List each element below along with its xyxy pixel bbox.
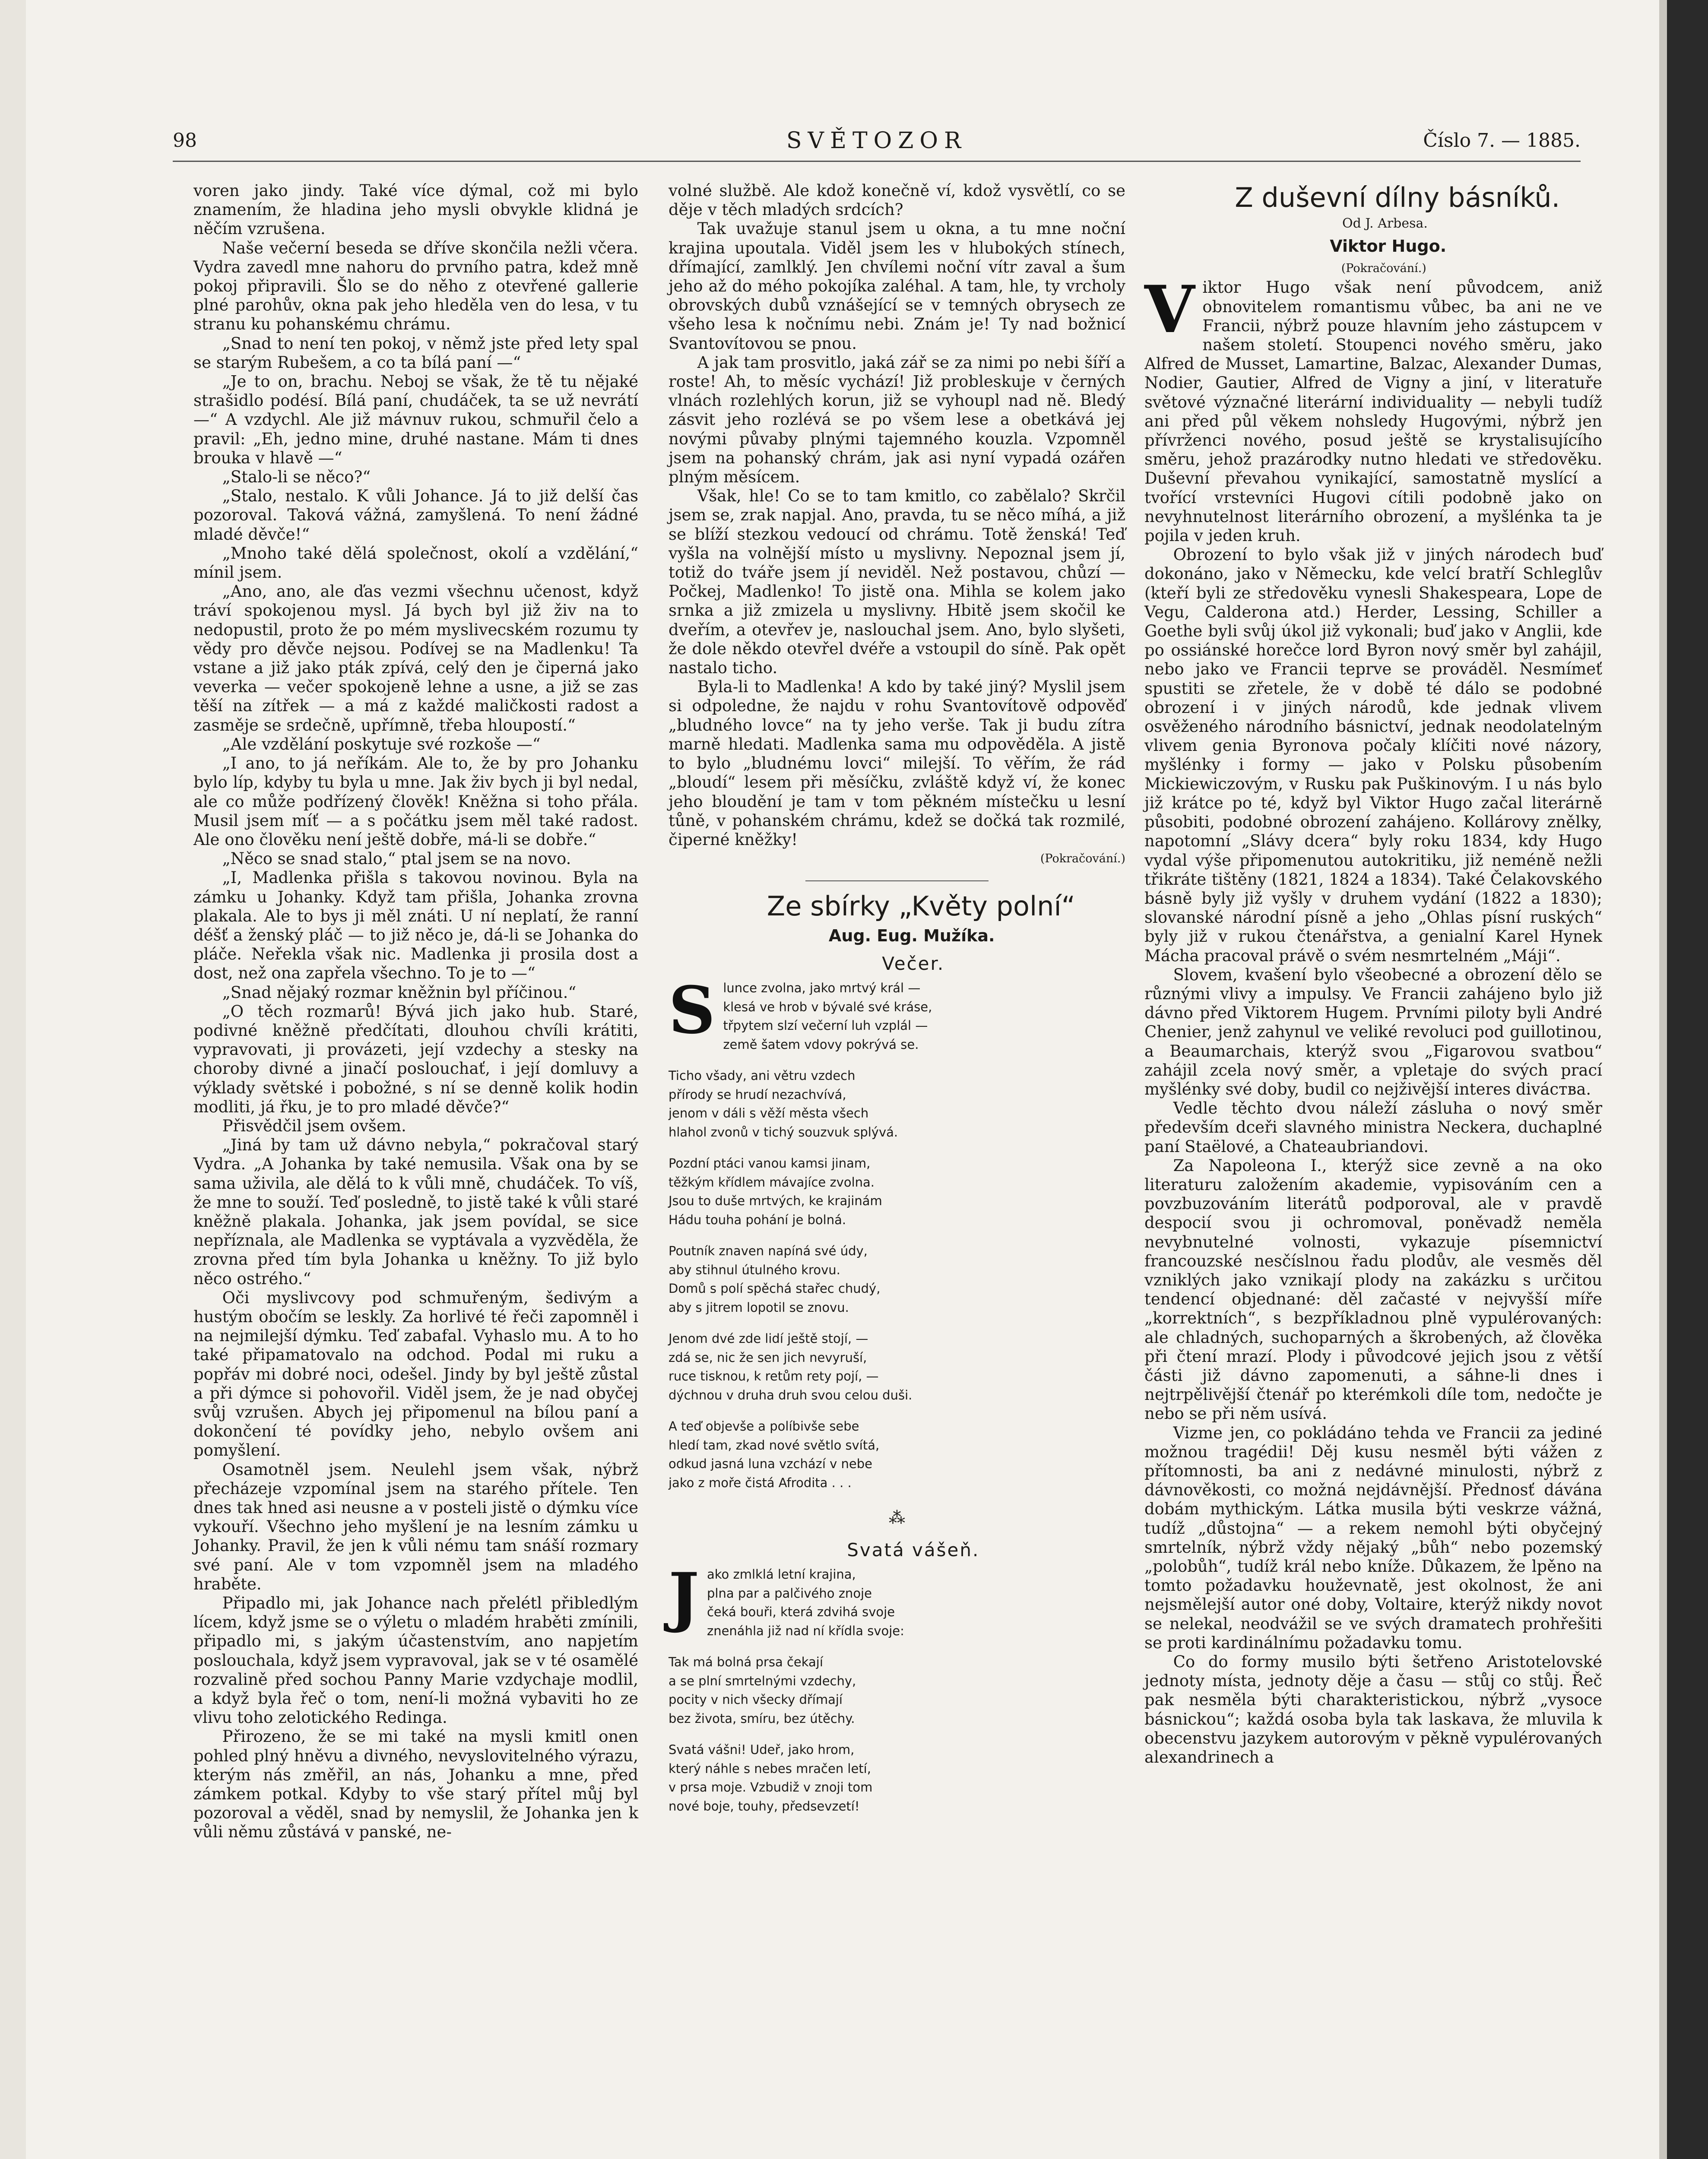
- paragraph: „Stalo, nestalo. K vůli Johance. Já to již delší čas pozoroval. Taková vážná, zamyšlená. To není žádné mladé děvče!“: [193, 487, 638, 544]
- poem-vecer: [669, 972, 1125, 1492]
- page-number: 98: [173, 130, 197, 152]
- column-3: [1144, 181, 1602, 1767]
- article-title: Z duševní dílny básníků.: [1235, 182, 1560, 213]
- page-left-margin: [0, 0, 26, 2159]
- verse-line: jenom v dáli s věží města všech: [669, 1106, 869, 1121]
- paragraph: Osamotněl jsem. Neulehl jsem však, nýbrž přecházeje vzpomínal jsem na starého přítele. Ten dnes tak hned asi neusne a v posteli jistě o dýmku více vykouří. Všechno jeho myšlení je na lesním zámku u Johanky. Pravil, že jen k vůli nému tam snáší rozmary své paní. Ale v tom vzpomněl jsem na mladého hraběte.: [193, 1460, 638, 1593]
- verse-line: Jsou to duše mrtvých, ke krajinám: [669, 1193, 882, 1209]
- continuation-note: (Pokračování.): [1341, 262, 1426, 275]
- poem-title: Večer.: [882, 953, 945, 975]
- verse-line: Pozdní ptáci vanou kamsi jinam,: [669, 1156, 871, 1171]
- verse-line: aby stihnul útulného krovu.: [669, 1262, 840, 1277]
- verse-line: klesá ve hrob v bývalé své krásе,: [723, 999, 932, 1014]
- stanza: [669, 1741, 1125, 1816]
- verse-line: lunce zvolna, jako mrtvý král —: [723, 981, 921, 996]
- article-subtitle: Viktor Hugo.: [1330, 237, 1447, 256]
- paragraph: [1144, 272, 1602, 545]
- verse-line: zdá se, nic že sen jich nevyruší,: [669, 1350, 867, 1365]
- scan-background-edge: [1667, 0, 1708, 2159]
- paragraph: volné službě. Ale kdož konečně ví, kdož vysvětlí, co se děje v těch mladých srdcích?: [669, 181, 1125, 219]
- poem-svata-vasen: [669, 1559, 1125, 1816]
- paragraph: Však, hle! Co se to tam kmitlo, co zabělalo? Skrčil jsem se, zrak napjal. Ano, pravda, tu se něco míhá, a již se blíží stezkou vedoucí od chrámu. Totě ženská! Teď vyšla na volnější místo u myslivny. Nepoznal jsem jí, totiž do tváře jsem jí neviděl. Než postavou, chůzí — Počkej, Madlenko! To jistě ona. Mihla se kolem jako srnka a již zmizela u myslivny. Hbitě jsem skočil ke dveřím, a otevřev je, naslouchal jsem. Ano, bylo slyšeti, že dole někdo otevřel dvéře a vstoupil do síně. Pak opět nastalo ticho.: [669, 487, 1125, 677]
- paragraph: A jak tam prosvitlo, jaká zář se za nimi po nebi šíří a roste! Ah, to měsíc vychází! Již probleskuje v černých vlnách rozlehlých korun, již se vyhoupl nad ně. Bledý zásvit jeho rozlévá se po všem lese a obetkává jej novými půvaby plnými tajemného kouzla. Vzpomněl jsem na pohanský chrám, jak asi nyní vypadá ozářen plným měsícem.: [669, 353, 1125, 487]
- page-header: [173, 130, 1581, 155]
- paragraph: voren jako jindy. Také více dýmal, což mi bylo znamením, že hladina jeho mysli obvykle klidná je něčím vzrušena.: [193, 181, 638, 238]
- verse-line: odkud jasná luna vzchází v nebe: [669, 1456, 873, 1472]
- verse-line: země šatem vdovy pokrývá se.: [723, 1037, 919, 1052]
- paragraph: Za Napoleona I., kterýž sice zevně a na oko literaturu založením akademie, vypisováním cen a povzbuzováním literátů podporoval, ale v pravdě despocií svou ji ochromoval, poněvadž neměla nevybnutelné volnosti, vykazuje písemnictví francouzské nesčíslnou řadu plodův, ale vesměs děl vzniklých jako vznikají plody na zakázku s určitou tendencí objednané: děl začasté v nejvyšší míře „korrektních“, s bezpříkladnou plně vypulérovaných: ale chladných, suchoparných a škrobených, až člověka při čtení mrazí. Plody i původcové jejich jsou z větší části již dávno zapomenuti, a sáhne-li dnes i nejtrpělivější čtenář po kterémkoli díle tom, nedočte je nebo se při něm usívá.: [1144, 1156, 1602, 1423]
- stanza: [669, 1653, 1125, 1728]
- masthead-title: SVĚTOZOR: [786, 128, 967, 154]
- verse-line: Hádu touha pohání je bolná.: [669, 1212, 846, 1227]
- paragraph: Byla-li to Madlenka! A kdo by také jiný? Myslil jsem si odpoledne, že najdu v rohu Svantovítově odpověď „bludného lovce“ na ty jeho verše. Tak ji budu zítra marně hledati. Madlenka sama mu odpověděla. A jistě to bylo „bludnému lovci“ milejší. To věřím, že rád „bloudí“ lesem při měsíčku, zvláště když ví, že konec jeho bloudění je tam v tom pěkném místečku u lesní tůně, v pohanském chrámu, kdež se dočká tak rozmilé, čiperné kněžky!: [669, 677, 1125, 849]
- poem-title: Svatá vášeň.: [847, 1539, 980, 1561]
- paragraph: Oči myslivcovy pod schmuřeným, šedivým a hustým obočím se leskly. Za horlivé té řeči zapomněl i na nejmilejší dýmku. Teď zabafal. Vyhaslo mu. A to ho také připamatovalo na odchod. Podal mi ruku a popřáv mi dobré noci, odešel. Jindy by byl ještě zůstal a při dýmce si pohovořil. Viděl jsem, že je nad obyčej svůj vzrušen. Abych jej připomenul na bílou paní a dokončení té povídky jeho, nebylo ovšem ani pomyšlení.: [193, 1288, 638, 1460]
- ornamental-initial-v: V: [1144, 272, 1195, 348]
- header-rule: [173, 161, 1581, 162]
- paragraph: Připadlo mi, jak Johance nach přelétl přibledlým lícem, když jsme se o výletu o mladém hraběti zmínili, připadlo mi, s jakým účastenstvím, ano napjetím poslouchala, když jsem vypravoval, jak se v té osamělé rozvalině před sochou Panny Marie vzdychaje modlil, a když byla řeč o tom, není-li možná vybaviti ho ze vlivu toho zelotického Redinga.: [193, 1594, 638, 1727]
- article-byline: Od J. Arbesa.: [1342, 216, 1428, 231]
- paragraph: „Ale vzdělání poskytuje své rozkoše —“: [222, 734, 541, 753]
- stanza: [669, 1067, 1125, 1142]
- stanza: [669, 972, 1125, 1054]
- paragraph: „Jiná by tam už dávno nebyla,“ pokračoval starý Vydra. „A Johanka by také nemusila. Však ona by se sama uživila, ale dělá to k vůli mně, chudáček. To víš, že mne to souží. Teď posledně, to jistě také k vůli staré kněžně plakala. Johanka, jak jsem povídal, se sice nepříznala, ale Madlenka se vyptávala a vyzvěděla, že zrovna před tím byla Johanka u kněžny. To již bylo něco ostrého.“: [193, 1136, 638, 1288]
- paragraph: Naše večerní beseda se dříve skončila nežli včera. Vydra zavedl mne nahoru do prvního patra, kdež mně pokoj připravili. Šlo se do něho z otevřené gallerie plné parohův, okna pak jeho hleděla ven do lesa, v tu stranu ku pohanskému chrámu.: [193, 238, 638, 334]
- verse-line: ako zmlklá letní krajina,: [707, 1567, 856, 1582]
- ornamental-initial-j: J: [669, 1559, 699, 1635]
- paragraph: Co do formy musilo býti šetřeno Aristotelovské jednoty místa, jednoty děje a času — stůj co stůj. Řeč pak nesměla býti charakteristickou, nýbrž „vysoce básnickou“; každá osoba byla tak laskava, že mluvila k obecenstvu jazykem autorovým v pěkně vypulérovaných alexandrinech a: [1144, 1652, 1602, 1767]
- verse-line: Svatá vášni! Udeř, jako hrom,: [669, 1742, 855, 1757]
- verse-line: a se plní smrtelnými vzdechy,: [669, 1673, 856, 1688]
- verse-line: plna par a palčivého znoje: [707, 1586, 872, 1601]
- stanza: [669, 1154, 1125, 1229]
- poems-author: Aug. Eug. Mužíka.: [828, 926, 995, 946]
- paragraph-text: iktor Hugo však není původcem, aniž obnovitelem romantismu vůbec, ba ani ne ve Francii, nýbrž pouze hlavním jeho zástupcem v našem století. Stoupenci nového směru, jako Alfred de Musset, Lamartine, Balzac, Alexander Dumas, Nodier, Gautier, Alfred de Vigny a jiní, v literatuře světové význačné literární individuality — nebyli tudíž ani před půl věkem nohsledy Hugovými, nýbrž jen přívrženci nového, posud ještě se krystalisujícího směru, jehož prazárodky nutno hledati ve středověku. Duševní převahou vynikající, samostatně myslící a tvořící vrstevníci Hugovi cítili podobně jako on nevyhnutelnost literárního obrození, a myšlénka ta je pojila v jeden kruh.: [1144, 278, 1602, 545]
- verse-line: Jenom dvé zde lidí ještě stojí, —: [669, 1331, 868, 1346]
- page-edge-shadow: [1659, 0, 1667, 2159]
- verse-line: nové boje, touhy, předsevzetí!: [669, 1798, 860, 1814]
- stanza: [669, 1559, 1125, 1640]
- poems-section-title: Ze sbírky „Květy polní“: [767, 890, 1075, 922]
- verse-line: čeká bouři, která zdvihá svoje: [707, 1605, 895, 1620]
- paragraph: „Stalo-li se něco?“: [222, 468, 371, 487]
- ornamental-initial-s: S: [669, 972, 716, 1049]
- verse-line: ruce tisknou, k retům rety pojí, —: [669, 1369, 879, 1384]
- paragraph: „Je to on, brachu. Neboj se však, že tě tu nějaké strašidlo podésí. Bílá paní, chudáček, ta se už nevrátí —“ A vzdychl. Ale již mávnuv rukou, schmuřil čelo a pravil: „Eh, jedno mine, druhé nastane. Mám ti dnes brouka v hlavě —“: [193, 372, 638, 467]
- ornament-divider-icon: ⁂: [889, 1508, 905, 1528]
- stanza: [669, 1417, 1125, 1492]
- paragraph: Tak uvažuje stanul jsem u okna, a tu mne noční krajina upoutala. Viděl jsem les v hlubokých stínech, dřímající, zamlklý. Jen chvílemi noční vítr zaval a šum jeho až do mého pokojíka zaléhal. A tam, hle, ty vrcholy obrovských dubů vznášející se v temných obrysech ze všeho lesa k nočnímu nebi. Znám je! Ty nad božnicí Svantovítovou se pnou.: [669, 219, 1125, 353]
- stanza: [669, 1330, 1125, 1405]
- verse-line: aby s jitrem lopotil se znovu.: [669, 1300, 849, 1315]
- verse-line: Ticho všady, ani větru vzdech: [669, 1068, 856, 1083]
- paragraph: „I ano, to já neříkám. Ale to, že by pro Johanku bylo líp, kdyby tu byla u mne. Jak živ bych ji byl nedal, ale co může podřízený člověk! Kněžna si toho přála. Musil jsem míť — a s počátku jsem měl také radost. Ale ono člověku není ještě dobře, má-li se dobře.“: [193, 754, 638, 849]
- paragraph: Slovem, kvašení bylo všeobecné a obrození dělo se různými vlivy a impulsy. Ve Francii zahájeno bylo již dávno před Viktorem Hugem. Prvními piloty byli André Chenier, jenž zahynul ve veliké revoluci pod guillotinou, a Beaumarchais, kterýž svou „Figarovou svatbou“ zahájil zcela nový směr, a vpletaje do svých prací myšlénky své doby, budil co nejživější interes divácтва.: [1144, 965, 1602, 1098]
- verse-line: hlahol zvonů v tichý souzvuk splývá.: [669, 1124, 898, 1140]
- column-2: [669, 181, 1125, 1828]
- verse-line: třpytem slzí večerní luh vzplál —: [723, 1018, 928, 1033]
- paragraph: Obrození to bylo však již v jiných národech buď dokonáno, jako v Německu, kde velcí bratří Schleglův (kteří byli ze středověku vynesli Shakespeara, Lope de Vegu, Calderona atd.) Herder, Lessing, Schiller a Goethe byli svůj úkol již vykonali; buď jako v Anglii, kde po ossiánské horečce lord Byron nový směr byl zahájil, nebo jako ve Francii teprve se prováděl. Nesmímeť spustiti se zřetele, že v době té dálo se podobné obrození i v jiných národů, kde jednak vlivem osvěženého národního básnictví, jednak neodolatelným vlivem genia Byronova počaly klíčiti nové názory, myšlénky i formy — jako v Polsku působením Mickiewiczovým, v Rusku pak Puškinovým. I u nás bylo již krátce po té, když byl Viktor Hugo začal literárně působiti, podobné obrození zahájeno. Kollárovy znělky, napotomní „Slávy dcera“ byly roku 1834, kdy Hugo vydal výše připomenutou autokritiku, již neméně nežli třikráte tištěny (1821, 1824 a 1834). Také Čelakovského básně byly již vyšly v druhem vydání (1822 a 1830); slovanské národní písně a jeho „Ohlas písní ruských“ byly již v rukou čtenářstva, a genialní Karel Hynek Mácha pracoval právě o svém nesmrtelném „Máji“.: [1144, 545, 1602, 965]
- verse-line: bez života, smíru, bez útěchy.: [669, 1711, 855, 1726]
- verse-line: Poutník znaven napíná své údy,: [669, 1244, 868, 1259]
- paragraph: Přirozeno, že se mi také na mysli kmitl onen pohled plný hněvu a divného, nevyslovitelného výrazu, kterým nás změřil, an nás, Johanku a mne, před zámkem potkal. Kdyby to vše starý přítel můj byl pozoroval a věděl, snad by nemyslil, že Johanka jen k vůli němu zůstává v panské, ne-: [193, 1727, 638, 1842]
- paragraph: Přisvědčil jsem ovšem.: [222, 1116, 406, 1135]
- verse-line: jako z moře čistá Afrodita . . .: [669, 1475, 852, 1490]
- paragraph: Vedle těchto dvou náleží zásluha o nový směr především dceři slavného ministra Neckera, duchaplné paní Staëlové, a Chateaubriandovi.: [1144, 1099, 1602, 1156]
- paragraph: „I, Madlenka přišla s takovou novinou. Byla na zámku u Johanky. Když tam přišla, Johanka zrovna plakala. Ale to bys ji měl znáti. U ní neplatí, že ranní déšť a ženský pláč — to již něco je, dá-li se Johanka do pláče. Neřekla však nic. Madlenka ji prosila dost a dost, než ona zapřela všechno. To je to —“: [193, 868, 638, 983]
- paragraph: „Ano, ano, ale ďas vezmi všechnu učenost, když tráví spokojenou mysl. Já bych byl již živ na to nedopustil, proto že po mém myslivecském rozumu ty vědy pro děvče nejsou. Podívej se na Madlenku! Ta vstane a již jako pták zpívá, celý den je čiperná jako veverka — večer spokojeně lehne a usne, a již se zas těší na zítřek — a má z každé maličkosti radost a zasměje se srdečně, upřímně, třeba hloupostí.“: [193, 582, 638, 734]
- paragraph: „Snad to není ten pokoj, v němž jste před lety spal se starým Rubešem, a co ta bílá paní —“: [193, 334, 638, 372]
- verse-line: znenáhla již nad ní křídla svoje:: [707, 1623, 904, 1638]
- paragraph: „O těch rozmarů! Bývá jich jako hub. Staré, podivné kněžně předčítati, dlouhou chvíli krátiti, vypravovati, ji provázeti, její vzdechy a stesky na choroby divné a jinačí poslouchať, i její domluvy a výklady světské i pobožné, s ní se denně kolik hodin modliti, já řku, je to pro mladé děvče?“: [193, 1002, 638, 1116]
- paragraph: „Snad nějaký rozmar kněžnin byl příčinou.“: [222, 983, 577, 1002]
- verse-line: v prsa moje. Vzbudiž v znoji tom: [669, 1780, 873, 1795]
- column-1: [193, 181, 638, 1842]
- paragraph: „Mnoho také dělá společnost, okolí a vzdělání,“ mínil jsem.: [193, 544, 638, 582]
- verse-line: těžkým křídlem mávajíce zvolna.: [669, 1174, 875, 1190]
- verse-line: pocity v nich všecky dřímají: [669, 1692, 843, 1707]
- issue-number: Číslo 7. — 1885.: [1423, 130, 1581, 152]
- verse-line: který náhle s nebes mračen letí,: [669, 1761, 871, 1776]
- verse-line: A teď objevše a políbivše sebe: [669, 1419, 859, 1434]
- section-divider: [805, 880, 988, 881]
- paragraph: „Něco se snad stalo,“ ptal jsem se na novo.: [222, 849, 571, 868]
- paragraph: Vizme jen, co pokládáno tehda ve Francii za jediné možnou tragédii! Děj kusu nesměl býti vážen z přítomnosti, ba ani z nedávné minulosti, nýbrž z dávnověkosti, co možná nejdávnější. Přednosť dávána dobám mythickým. Látka musila býti veskrze vážná, tudíž „důstojna“ — a rekem nemohl býti obyčejný smrtelník, nýbrž vždy nějaký „bůh“ nebo pozemský „polobůh“, tudíž král nebo kníže. Důkazem, že lpěno na tomto požadavku houževnatě, jest okolnost, že ani nejsmělejší autor oné doby, Voltaire, kterýž nikdy novot se nelekal, neodvážil se ve svých dramatech prohřešiti se proti kardinálnímu požadavku tomu.: [1144, 1423, 1602, 1652]
- verse-line: přírody se hrudí nezachvívá,: [669, 1087, 846, 1102]
- verse-line: Domů s polí spěchá stařec chudý,: [669, 1281, 881, 1296]
- verse-line: dýchnou v druha druh svou celou duši.: [669, 1387, 913, 1402]
- verse-line: Tak má bolná prsa čekají: [669, 1655, 823, 1670]
- continuation-note: (Pokračování.): [1040, 852, 1125, 866]
- verse-line: hledí tam, zkad nové světlo svítá,: [669, 1437, 880, 1453]
- stanza: [669, 1242, 1125, 1317]
